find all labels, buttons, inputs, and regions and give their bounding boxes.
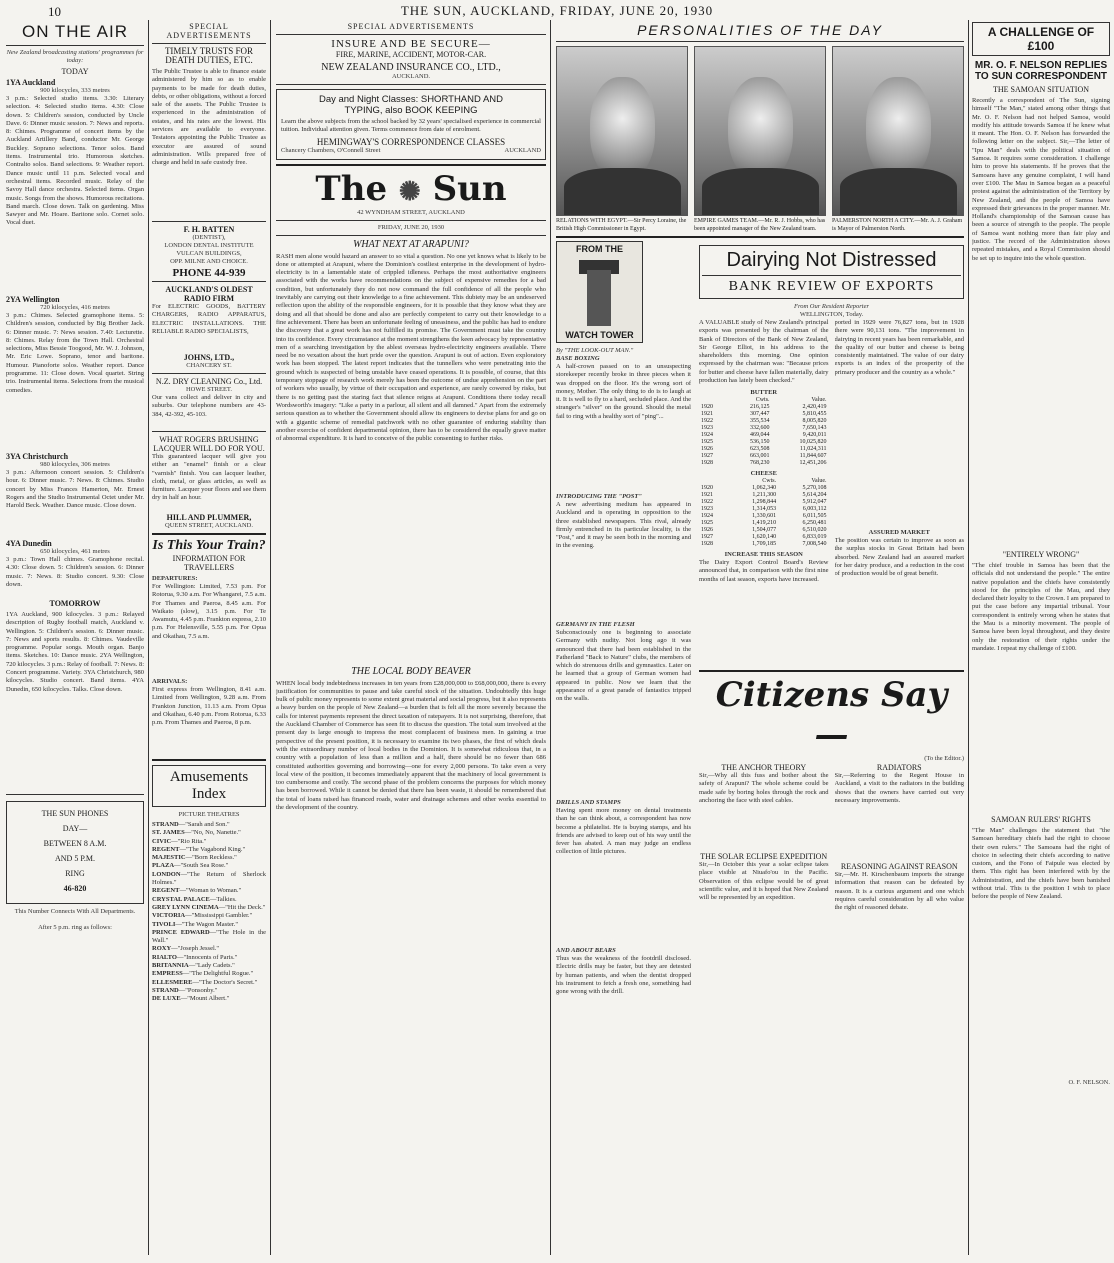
- table-row: [699, 425, 829, 432]
- challenge-heading: A CHALLENGE OF £100: [987, 25, 1095, 53]
- table-cell: 469,044: [750, 432, 770, 438]
- table-cell: 663,001: [750, 453, 770, 459]
- table-cell: 1925: [701, 439, 713, 445]
- letter-heading: THE SOLAR ECLIPSE EXPEDITION: [700, 852, 828, 861]
- table-row: [699, 520, 829, 527]
- table-cell: 1923: [701, 425, 713, 431]
- table-row: [699, 453, 829, 460]
- table-row: [699, 432, 829, 439]
- table-cell: 536,150: [750, 439, 770, 445]
- sun-phones-box: THE SUN PHONES DAY— BETWEEN 8 A.M. AND 5 P.M. RING 46-820: [6, 801, 144, 904]
- portrait-photo: [556, 46, 688, 216]
- table-cell: 355,534: [750, 418, 770, 424]
- theatre-entry: BRITANNIA—"Lady Cadets.": [152, 962, 235, 970]
- station-4ya: 4YA Dunedin: [6, 539, 52, 548]
- table-cell: 1,709,185: [752, 541, 777, 547]
- table-cell: 1924: [701, 513, 713, 519]
- table-cell: 1,620,140: [752, 534, 777, 540]
- letter-heading: RADIATORS: [876, 763, 922, 772]
- table-cell: 7,008,540: [802, 541, 827, 547]
- letter-heading: REASONING AGAINST REASON: [840, 862, 958, 871]
- table-cell: 1927: [701, 453, 713, 459]
- table-row: [699, 534, 829, 541]
- theatre-entry: REGENT—"Woman to Woman.": [152, 887, 242, 895]
- table-cell: 11,024,311: [799, 446, 827, 452]
- table-row: [699, 404, 829, 411]
- personalities-column: [556, 22, 964, 1255]
- train-heading: Is This Your Train?: [152, 538, 266, 553]
- table-cell: 768,230: [750, 460, 770, 466]
- cheese-table: Cwts. Value. 1920 1,062,340 5,270,108 1921 1,211,300 5,614,204 1922 1,298,844 5,912,047 1923 1,314,053 6,003,112 1924 1,330,601 6,011,505 1925 1,419,210 6,250,481 1926 1,504,077 6,510,020 1927 1,620,140 6,833,019 1928 1,709,185 7,008,540: [701, 478, 827, 547]
- theatre-entry: ELLESMERE—"The Doctor's Secret.": [152, 978, 258, 986]
- table-cell: 1920: [701, 404, 713, 410]
- rogers-ad-title: WHAT ROGERS BRUSHING LACQUER WILL DO FOR YOU.: [153, 435, 265, 453]
- hemingway-ad: Day and Night Classes: SHORTHAND AND TYPING, also BOOK KEEPING Learn the above subjects from the school backed by 32 years' specialised experience in commercial tuition. Individual attention given. Terms commence from date of enrolment. HEMINGWAY'S CORRESPONDENCE CLASSES Chancery Chambers, O'Connell Street AUCKLAND: [276, 89, 546, 160]
- editorial-arapuni-body: RASH men alone would hazard an answer to so vital a question. No one yet knows what is likely to be done or attempted at Arapuni, where the Dominion's costliest enterprise in the development of hydro-electricity is in a lamentable state of crippled idleness. Perhaps the most authoritative engineers associated with the works have recommendations on the subject of expensive remedies for a bad condition, but unfortunately they do not now command the full confidence of all the people who inevitably are carrying out their knowledge to a fine achievement. This dubiety may be an undeserved reflection upon the ability of the responsible engineers, for it is possible that they know what they are doing and all that should be done and also are perfectly competent to carry out their knowledge to a fine achievement. There has been an unfortunate feeling of uneasiness, and the public has had to endure the discovery that a great work has not fulfilled its promise. The Government must take the country into its confidence. Every circumstance at the moment strengthens the keen advocacy by representative men of a searching investigation by the ablest overseas hydro-electricity engineers available. There need be no vexation about the hurt pride over the question. Arapuni is out of action. Even exploratory work has been stopped. The latest report indicates that the tunnellers who were penetrating into the ground which is suspected of being unstable have ceased operations. It is possible, of course, that this temporary stoppage of research work merely has been the outcome of undue apprehension on the part of workers who usually, by virtue of their occupation and experience, are rarely cowered by risks, but there is no getting past the staring fact that silence reigns at Arapuni. Conditions there today recall Wordsworth's imagery: "Like a party in a parlour, all silent and all damned." Apart from the extremely serious question as to whether the Government should allow its engineers to devise plans for and go on with a gigantic scheme of remedial patchwork with no other guarantee of enduring stability than another exercise of confident departmental opinion, there has to be considered the equally grave matter of abnormal expenditure. It is hard to conceive of the public consenting to further risks.: [276, 252, 546, 443]
- theatre-entry: RIALTO—"Innocents of Paris.": [152, 953, 238, 961]
- editorial-heading-arapuni: WHAT NEXT AT ARAPUNI?: [353, 238, 469, 250]
- editorial-column: SPECIAL ADVERTISEMENTS INSURE AND BE SECURE— FIRE, MARINE, ACCIDENT, MOTOR-CAR. NEW ZEALAND INSURANCE CO., LTD., AUCKLAND. Day and Night Classes: SHORTHAND AND TYPING, also BOOK KEEPING Learn the above subjects from the school backed by 32 years' specialised experience in commercial tuition. Individual attention given. Terms commence from date of enrolment. HEMINGWAY'S CORRESPONDENCE CLASSES Chancery Chambers, O'Connell Street AUCKLAND The ✺ Sun 42 WYNDHAM STREET, AUCKLAND FRIDAY, JUNE 20, 1930 WHAT NEXT AT ARAPUNI? RASH men alone would hazard an answer to so vital a question. No one yet knows what is likely to be done or attempted at Arapuni, where the Dominion's costliest enterprise in the development of hydro-electricity is in a lamentable state of crippled idleness. Perhaps the most authoritative engineers associated with the works have recommendations on the subject of expensive remedies for a bad condition, but unfortunately they do not now command the full confidence of all the people who inevitably are carrying out their knowledge to a fine achievement. This dubiety may be an undeserved reflection upon the ability of the responsible engineers, for it is possible that they know what they are doing and all that should be done and also are perfectly competent to carry out their knowledge to a fine achievement. There has been an unfortunate feeling of uneasiness, and the public has had to endure the discovery that a great work has not fulfilled its promise. The Government must take the country into its confidence. Every circumstance at the moment strengthens the keen advocacy by representative men of a searching investigation by the ablest overseas hydro-electricity engineers available. There need be no vexation about the hurt pride over the question. Arapuni is out of action. Even exploratory work has been stopped. The latest report indicates that the tunnellers who were penetrating into the ground which is suspected of being unstable have ceased operations. It is possible, of course, that this temporary stoppage of research work merely has been the outcome of undue apprehension on the part of workers who usually, by virtue of their occupation and experience, are rarely cowered by risks, but there is no getting past the staring fact that silence reigns at Arapuni. Conditions there today recall Wordsworth's imagery: "Like a party in a parlour, all silent and all damned." Apart from the extremely serious question as to whether the Government should allow its engineers to devise plans for and go on with a gigantic scheme of remedial patchwork with no other guarantee of enduring stability than another exercise of confident departmental opinion, there has to be considered the equally grave matter of abnormal expenditure. It is hard to conceive of the public consenting to further risks. THE LOCAL BODY BEAVER WHEN local body indebtedness increases in ten years from £28,000,000 to £68,000,000, there is every justification for communities to pause and take careful stock of the situation. Undoubtedly this huge bulk of public money represents to some extent great material and social progress, but it also represents a heavy burden on the people of New Zealand—a burden that is felt all the more severely because the calls for interest payments represent the direct taxation of ratepayers. It is not surprising, therefore, that the Auckland Chamber of Commerce has seen fit to discuss the question. The total sum involved at the present day is large enough to impress the most complacent of business men. In gaining a true perspective of the present position, it is necessary to examine its two phases, the first of which deals with the extraordinary number of local bodies in the Dominion. It is somewhat ridiculous that, in a country with a population of less than a million and a half, there should be no fewer than 686 constituted authorities governing and borrowing—one for every 2,000 persons. To take even a very local view of the position, it becomes immediately apparent that the machinery of local government is too cumbersome and costly. The second phase of the problem concerns the purposes for which money has been borrowed. While it cannot be denied that there has been waste, it should be remembered that the total of loans raised has financed roads, water and drainage schemes and other works essential to the development of the country.: [276, 22, 546, 1255]
- the-sun-logo: The ✺ Sun: [315, 168, 507, 209]
- nelson-signoff: O. F. NELSON.: [1068, 1079, 1110, 1086]
- table-cell: 1922: [701, 499, 713, 505]
- theatre-entry: ROXY—"Joseph Jessel.": [152, 945, 220, 953]
- table-cell: 10,025,820: [799, 439, 827, 445]
- table-cell: 623,508: [750, 446, 770, 452]
- table-cell: 332,600: [750, 425, 770, 431]
- table-cell: 1926: [701, 527, 713, 533]
- table-cell: 1,211,300: [752, 492, 777, 498]
- theatre-entry: LONDON—"The Return of Sherlock Holmes.": [152, 870, 266, 887]
- station-3ya: 3YA Christchurch: [6, 452, 69, 461]
- dairy-subheadline: BANK REVIEW OF EXPORTS: [728, 279, 935, 294]
- table-row: [699, 418, 829, 425]
- page-number: 10: [48, 4, 61, 19]
- table-cell: 9,420,011: [802, 432, 827, 438]
- table-cell: 7,650,143: [802, 425, 827, 431]
- table-row: [699, 506, 829, 513]
- theatre-entry: PLAZA—"South Sea Rose.": [152, 862, 229, 870]
- tomorrow-label: TOMORROW: [49, 599, 101, 608]
- theatre-entry: STRAND—"Sarah and Son.": [152, 821, 230, 828]
- theatre-entry: VICTORIA—"Mississippi Gambler.": [152, 912, 253, 920]
- theatre-entry: CIVIC—"Rio Rita.": [152, 837, 207, 845]
- table-cell: 1,062,340: [752, 485, 777, 491]
- theatre-entry: STRAND—"Ponsonby.": [152, 986, 218, 994]
- butter-table: Cwts. Value. 1920 216,125 2,420,419 1921 307,447 5,810,455 1922 355,534 8,005,820 1923 332,600 7,650,143 1924 469,044 9,420,011 1925 536,150 10,025,820 1926 623,508 11,024,311 1927 663,001 11,844,607 1928 768,230 12,451,206: [701, 397, 827, 466]
- radio-firm-ad-title: AUCKLAND'S OLDEST RADIO FIRM: [165, 285, 253, 303]
- table-row: [699, 460, 829, 467]
- table-cell: 1,298,844: [752, 499, 777, 505]
- theatre-list: [152, 821, 266, 1004]
- table-cell: 1,504,077: [752, 527, 777, 533]
- station-2ya: 2YA Wellington: [6, 295, 60, 304]
- table-row: [699, 439, 829, 446]
- table-row: [699, 492, 829, 499]
- table-cell: 307,447: [750, 411, 770, 417]
- radio-column: ON THE AIR New Zealand broadcasting stations' programmes for today: TODAY 1YA Auckland 900 kilocycles, 333 metres 3 p.m.: Selected studio items. 3.30: Literary selection. 4: Selected studio items. 4.30: Close down. 5: Children's session, conducted by Uncle Dave. 6: Dinner music session. 7: News and reports. 8: Chimes. Programme of concert items by the Auckland Artillery Band, conductor Mr. George Buckley. Soprano selections. Tenor solos. Band items. Instrumental trio. Humorous sketches. Contralto solos. Band selections. 9: Weather report. Dance music until 11 p.m. Selected vocal and orchestral items. Recorded music. Relay of the Savoy Hall dance orchestra. Selected items. Organ music. Songs from the shows. Humorous recitations. Band march. Close down. Talk on gardening. Miss Sawyer and Mr. Hoare. Baritone solo. Cornet solo. Vocal duet. 2YA Wellington 720 kilocycles, 416 metres 3 p.m.: Chimes. Selected gramophone items. 5: Children's session, conducted by Big Brother Jack. 6: Dinner music. 7: News session. 7.40: Lecturette. 8: Chimes. Relay from the Town Hall. Orchestral selections, Miss Bessie Toogood, Mr. W. J. Johnson, Mr. Eric Lowe. Soprano, tenor and baritone. Humour. Pianoforte solos. Weather report. Dance programme. 11: Close down. Vocal quartet. String trio. Instrumental items. Selections from the musical comedies. 3YA Christchurch 980 kilocycles, 306 metres 3 p.m.: Afternoon concert session. 5: Children's hour. 6: Dinner music. 7: News. 8: Chimes. Studio concert by Miss Frances Hamerton, Mr. Ernest Rogers and the Studio Instrumental Octet under Mr. Harold Beck. Weather. Dance music. Close down. 4YA Dunedin 650 kilocycles, 461 metres 3 p.m.: Town Hall chimes. Gramophone recital. 4.30: Close down. 5: Children's session. 6: Dinner music. 7: News. 8: Studio concert. 9.30: Close down. TOMORROW 1YA Auckland, 900 kilocycles. 3 p.m.: Relayed description of Rugby football match, Auckland v. Wellington. 5: Children's session. 6: Dinner music. 7: News and sports results. 8: Chimes. Vaudeville programme. Popular songs. Mouth organ. Banjo items. Sketches. 10: Dance music. 2YA Wellington, 720 kilocycles. 3 p.m.: Relay of football. 7: News. 8: Concert programme. Variety. 3YA Christchurch, 980 kilocycles. Studio concert. Band items. 4YA Dunedin, 650 kilocycles. Talks. Close down. THE SUN PHONES DAY— BETWEEN 8 A.M. AND 5 P.M. RING 46-820 This Number Connects With All Departments. After 5 p.m. ring as follows:: [6, 22, 144, 931]
- sun-rays-icon: ✺: [398, 176, 421, 207]
- portrait-photo: [694, 46, 826, 216]
- dairy-article: Dairying Not Distressed BANK REVIEW OF EXPORTS From Our Resident Reporter WELLINGTON, Today. A VALUABLE study of New Zealand's principal exports was presented by the chairman of the Bank of Directors of the Bank of New Zealand, Sir George Elliot, in his address to the shareholders this morning. One opinion expressed by the chairman was: "Because prices for butter and cheese have fallen materially, dairy production has lately been checked." BUTTER Cwts. Value. 1920 216,125 2,420,419 1921 307,447 5,810,455 1922 355,534 8,005,820 1923 332,600 7,650,143 1924 469,044 9,420,011 1925 536,150 10,025,820 1926 623,508 11,024,311 1927 663,001 11,844,607 1928 768,230 12,451,206 CHEESE Cwts. Value. 1920 1,062,340 5,270,108 1921 1,211,300 5,614,204 1922 1,298,844 5,912,047 1923 1,314,053 6,003,112 1924 1,330,601 6,011,505 1925 1,419,210 6,250,481 1926 1,504,077 6,510,020 1927 1,620,140 6,833,019 1928 1,709,185 7,008,540 INCREASE THIS SEASON The Dairy Export Control Board's Review announced that, in comparison with the first nine months of last season, exports have increased. ported in 1929 were 76,827 tons, but in 1928 there were 90,131 tons. "The improvement in dairying in recent years has been remarkable, and the quality of our butter and cheese is being consistently maintained. The value of our dairy exports is an index of the prosperity of the primary producer and the country as a whole." ASSURED MARKET The position was certain to improve as soon as the surplus stocks in Great Britain had been absorbed. New Zealand had an assured market for her dairy produce, and a reduction in the cost of production would be of great benefit. Citizens Say— (To the Editor.) THE ANCHOR THEORY Sir,—Why all this fuss and bother about the safety of Arapuni? The whole scheme could be made safe by boring holes through the rock and anchoring the face with steel cables. THE SOLAR ECLIPSE EXPEDITION Sir,—In October this year a solar eclipse takes place visible at Niuafo'ou in the Pacific. Observation of this eclipse would be of great scientific value, and it is hoped that New Zealand will be represented by an expedition. RADIATORS Sir,—Referring to the Regent House in Auckland, a visit to the radiators in the building shows that the owners have carried out very necessary improvements. REASONING AGAINST REASON Sir,—Mr. H. Kirschenbaum imports the strange information that reason can be defeated by reason. It is a curious argument and one which requires careful consideration by all who value the right of reasoned debate.: [699, 241, 964, 1085]
- table-cell: 2,420,419: [802, 404, 827, 410]
- personalities-heading: PERSONALITIES OF THE DAY: [637, 22, 883, 38]
- table-cell: 1928: [701, 460, 713, 466]
- table-cell: 6,833,019: [802, 534, 827, 540]
- special-ads-header: SPECIAL ADVERTISEMENTS: [166, 22, 252, 40]
- phone-number: 46-820: [63, 884, 87, 893]
- table-cell: 6,250,481: [802, 520, 827, 526]
- table-cell: 5,912,047: [802, 499, 827, 505]
- amusements-index: Amusements Index: [152, 765, 266, 807]
- table-cell: 1920: [701, 485, 713, 491]
- table-cell: 8,005,820: [802, 418, 827, 424]
- table-cell: 1921: [701, 411, 713, 417]
- citizens-say-heading: Citizens Say—: [715, 675, 948, 755]
- editorial-heading-beaver: THE LOCAL BODY BEAVER: [351, 665, 471, 677]
- table-cell: 1928: [701, 541, 713, 547]
- theatre-entry: REGENT—"The Vagabond King.": [152, 845, 246, 853]
- batten-ad: F. H. BATTEN (DENTIST), LONDON DENTAL INSTITUTE VULCAN BUILDINGS, OPP. MILNE AND CHOICE. PHONE 44-939: [164, 225, 254, 279]
- table-cell: 5,810,455: [802, 411, 827, 417]
- table-cell: 1,330,601: [752, 513, 777, 519]
- table-cell: 1921: [701, 492, 713, 498]
- table-row: [699, 446, 829, 453]
- on-the-air-heading: ON THE AIR: [21, 22, 129, 41]
- table-cell: 216,125: [750, 404, 770, 410]
- trusts-ad-title: TIMELY TRUSTS FOR DEATH DUTIES, ETC.: [164, 46, 254, 65]
- table-cell: 1,419,210: [752, 520, 777, 526]
- nelson-subhead: MR. O. F. NELSON REPLIES TO SUN CORRESPONDENT: [974, 60, 1108, 82]
- citizens-say-section: Citizens Say— (To the Editor.): [699, 675, 964, 763]
- theatre-entry: ST. JAMES—"No, No, Nanette.": [152, 829, 241, 837]
- theatre-entry: CRYSTAL PALACE—Talkies.: [152, 895, 237, 903]
- theatre-entry: TIVOLI—"The Wagon Master.": [152, 920, 238, 928]
- table-cell: 6,011,505: [802, 513, 827, 519]
- masthead-title: THE SUN, AUCKLAND, FRIDAY, JUNE 20, 1930: [400, 3, 714, 18]
- table-cell: 1927: [701, 534, 713, 540]
- table-row: [699, 499, 829, 506]
- table-cell: 11,844,607: [799, 453, 827, 459]
- ads-column-left: SPECIAL ADVERTISEMENTS TIMELY TRUSTS FOR DEATH DUTIES, ETC. The Public Trustee is able to finance estate administered by him so as to enable payments to be made for death duties, debts, or other obligations, without a forced sale of the assets. The Public Trustee is experienced in the administration of estates, and his rates are the lowest. His services are available to everyone. Testators appointing the Public Trustee as executor are assured of sound administration. Wills prepared free of charge and held in safe custody free. F. H. BATTEN (DENTIST), LONDON DENTAL INSTITUTE VULCAN BUILDINGS, OPP. MILNE AND CHOICE. PHONE 44-939 AUCKLAND'S OLDEST RADIO FIRM For ELECTRIC GOODS, BATTERY CHARGERS, RADIO APPARATUS, ELECTRIC INSTALLATIONS. THE RELIABLE RADIO SPECIALISTS, JOHNS, LTD., CHANCERY ST. N.Z. DRY CLEANING Co., Ltd. HOWE STREET. Our vans collect and deliver in city and suburbs. Our telephone numbers are 43-384, 42-392, 45-103. WHAT ROGERS BRUSHING LACQUER WILL DO FOR YOU. This guaranteed lacquer will give you either an "enamel" finish or a clear "varnish" finish. You can lacquer leather, cloth, metal, or glass articles, as well as furniture. Lacquer your floors and see them dry in half an hour. HILL AND PLUMMER, QUEEN STREET, AUCKLAND. Is This Your Train? INFORMATION FOR TRAVELLERS DEPARTURES: For Wellington: Limited, 7.53 p.m. For Rotorua, 9.30 a.m. For Whangarei, 7.5 a.m. For Thames and Paeroa, 8.45 a.m. For Waikato (slow), 3.15 p.m. For Te Awamutu, 4.45 p.m. Frankton express, 2.10 p.m. For Helensville, 5.55 p.m. For Opua and Okaihau, 7.5 a.m. ARRIVALS: First express from Wellington, 8.41 a.m. Limited from Wellington, 9.28 a.m. From Frankton Junction, 11.13 a.m. From Opua and Okaihau, 6.40 p.m. From Rotorua, 6.33 p.m. From Thames and Paeroa, 8 p.m. Amusements Index PICTURE THEATRES STRAND—"Sarah and Son." ST. JAMES—"No, No, Nanette." CIVIC—"Rio Rita." REGENT—"The Vagabond King." MAJESTIC—"Born Reckless." PLAZA—"South Sea Rose." LONDON—"The Return of Sherlock Holmes." REGENT—"Woman to Woman." CRYSTAL PALACE—Talkies. GREY LYNN CINEMA—"Hit the Deck." VICTORIA—"Mississippi Gambler." TIVOLI—"The Wagon Master." PRINCE EDWARD—"The Hole in the Wall." ROXY—"Joseph Jessel." RIALTO—"Innocents of Paris." BRITANNIA—"Lady Cadets." EMPRESS—"The Delightful Rogue." ELLESMERE—"The Doctor's Secret." STRAND—"Ponsonby." DE LUXE—"Mount Albert.": [152, 22, 266, 1003]
- table-cell: 1922: [701, 418, 713, 424]
- station-1ya: 1YA Auckland: [6, 78, 56, 87]
- dry-cleaning-ad-title: N.Z. DRY CLEANING Co., Ltd.: [155, 377, 263, 386]
- theatre-entry: MAJESTIC—"Born Reckless.": [152, 854, 237, 862]
- theatre-entry: GREY LYNN CINEMA—"Hit the Deck.": [152, 903, 266, 911]
- table-cell: 12,451,206: [799, 460, 827, 466]
- table-cell: 1,314,053: [752, 506, 777, 512]
- table-row: [699, 541, 829, 548]
- portrait-row: RELATIONS WITH EGYPT.—Sir Percy Loraine, the British High Commissioner in Egypt. EMPIRE GAMES TEAM.—Mr. R. J. Hobbs, who has been appointed manager of the New Zealand team. PALMERSTON NORTH A CITY.—Mr. A. J. Graham is Mayor of Palmerston North.: [556, 46, 964, 233]
- table-row: [699, 485, 829, 492]
- table-cell: 6,510,020: [802, 527, 827, 533]
- letter-heading: THE ANCHOR THEORY: [721, 763, 807, 772]
- nelson-column: A CHALLENGE OF £100 MR. O. F. NELSON REPLIES TO SUN CORRESPONDENT THE SAMOAN SITUATION Recently a correspondent of The Sun, signing himself "The Man," stated among other things that Mr. O. F. Nelson had not helped Samoa, would modify his attitude towards Samoa if he knew what it meant. The Hon. O. F. Nelson has forwarded the following letter on the subject. Sir,—The letter of "Ipu Man" deals with the political situation of Samoa. It requires some consideration. I challenge him to prove his statements. If he proves that the Samoans have any genuine complaint, I will hand over £100. The Mau in Samoa began as a peaceful protest against the administration of the Territory by New Zealand, and the people of Samoa have expressed their grievances in the proper manner. Mr. Holland's championship of the Samoan cause has been a source of strength to the people. The people of Samoa want nothing more than fair play and justice. The record of the Administration shows repeated mistakes, and a Royal Commission should be set up to inquire into the whole question. "ENTIRELY WRONG" "The chief trouble in Samoa has been that the officials did not understand the people." The entire native population and the chiefs have consistently stood for the principles of the Mau, and they declared their loyalty to the Crown. I am prepared to put the case before any impartial tribunal. Your correspondent is entirely wrong when he states that the Mau is a minority movement. The people of Samoa have been loyal throughout, and they desire only the restoration of their rights under the mandate. I repeat my challenge of £100. SAMOAN RULERS' RIGHTS "The Man" challenges the statement that "the Samoan hereditary chiefs had the right to choose their own rulers." The Samoans had the right of choice in selecting their chiefs according to native custom, and the Fono of Faipule was elected by them. This right has been interfered with by the Administration, and the chiefs have been banished without trial. This is the position I wish to place before the people of New Zealand. O. F. NELSON.: [972, 22, 1110, 1255]
- table-row: [699, 411, 829, 418]
- watch-tower-icon: FROM THE WATCH TOWER: [556, 241, 643, 343]
- watch-tower-column: FROM THE WATCH TOWER By "THE LOOK-OUT MAN." BASE BOXING A half-crown passed on to an unsuspecting storekeeper recently broke in three pieces when it was dropped on the floor. It's the wrong sort of money, Mother. The only thing to do is to laugh at it. It is well to fly to a hard, secluded place. And the stranger's "silver" on the ground. Should the metal fail to ring with a healthy sort of "ping"... INTRODUCING THE "POST" A new advertising medium has appeared in Auckland and is operating in opposition to the three established newspapers. This rival, already firmly entrenched in its particular locality, is the "Post," and it may be seen both in the morning and in the evening. GERMANY IN THE FLESH Subconsciously one is beginning to associate Germany with nudity. Not long ago it was announced that there had been established in the Fatherland "Back to Nature" clubs, the members of which do strenuous drills and gymnastics. Later on he learned that a group of German women had appeared in public. Now we learn that the appearance of a great parade of fantastics tripped on the walls. DRILLS AND STAMPS Having spent more money on dental treatments than he can think about, a correspondent has now become a philatelist. He is buying stamps, and his friends are advised to keep out of his way until the fever has abated. A man may judge an endless collection of little pictures. AND ABOUT BEARS Thus was the weakness of the footdrill disclosed. Electric drills may be faster, but they are detested by human patients, and when the dentist dropped his instrument to fetch a fresh one, something had gone wrong with the drill.: [556, 241, 691, 1085]
- table-cell: 5,270,108: [802, 485, 827, 491]
- table-row: [699, 513, 829, 520]
- insurance-ad: INSURE AND BE SECURE— FIRE, MARINE, ACCIDENT, MOTOR-CAR. NEW ZEALAND INSURANCE CO., LTD., AUCKLAND.: [321, 38, 501, 80]
- radio-intro: New Zealand broadcasting stations' programmes for today:: [6, 49, 144, 64]
- dairy-headline: Dairying Not Distressed: [726, 249, 937, 271]
- table-cell: 6,003,112: [802, 506, 827, 512]
- masthead: [0, 0, 1114, 18]
- theatre-entry: DE LUXE—"Mount Albert.": [152, 995, 230, 1003]
- portrait-photo: [832, 46, 964, 216]
- table-cell: 1924: [701, 432, 713, 438]
- table-cell: 1926: [701, 446, 713, 452]
- table-cell: 1923: [701, 506, 713, 512]
- theatre-entry: EMPRESS—"The Delightful Rogue.": [152, 970, 254, 978]
- table-row: [699, 527, 829, 534]
- table-cell: 5,614,204: [802, 492, 827, 498]
- theatre-entry: PRINCE EDWARD—"The Hole in the Wall.": [152, 928, 266, 945]
- editorial-beaver-body: WHEN local body indebtedness increases in ten years from £28,000,000 to £68,000,000, there is every justification for communities to pause and take careful stock of the situation. Undoubtedly this huge bulk of public money represents to some extent great material and social progress, but it also represents a heavy burden on the people of New Zealand—a burden that is felt all the more severely because the calls for interest payments represent the direct taxation of ratepayers. It is not surprising, therefore, that the Auckland Chamber of Commerce has seen fit to discuss the question. The total sum involved at the present day is large enough to impress the most complacent of business men. In gaining a true perspective of the present position, it is necessary to examine its two phases, the first of which deals with the extraordinary number of local bodies in the Dominion. It is somewhat ridiculous that, in a country with a population of less than a million and a half, there should be no fewer than 686 constituted authorities governing and borrowing—one for every 2,000 persons. To take even a very local view of the position, it becomes immediately apparent that the machinery of local government is too cumbersome and costly. The second phase of the problem concerns the purposes for which money has been borrowed. While it cannot be denied that there has been waste, it should be remembered that the total of loans raised has financed roads, water and drainage schemes and other works essential to the development of the country.: [276, 679, 546, 812]
- table-cell: 1925: [701, 520, 713, 526]
- today-label: TODAY: [61, 67, 89, 76]
